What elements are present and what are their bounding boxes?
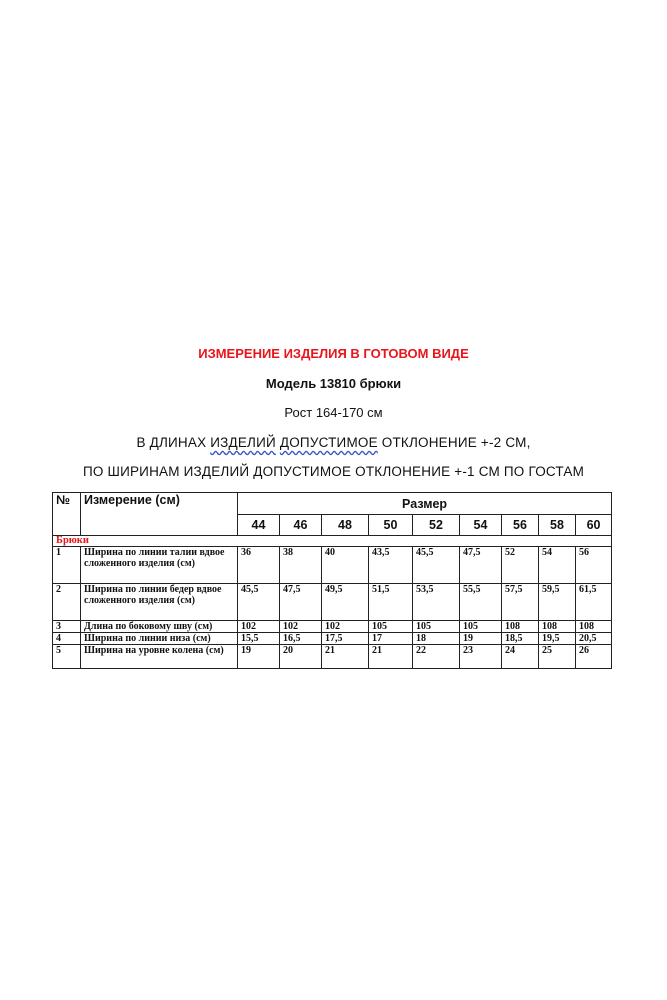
value-cell: 102 (238, 621, 280, 633)
value-cell: 47,5 (280, 584, 322, 621)
row-measure-name: Длина по боковому шву (см) (81, 621, 238, 633)
value-cell: 20 (280, 645, 322, 669)
value-cell: 45,5 (238, 584, 280, 621)
row-number: 1 (53, 547, 81, 584)
value-cell: 36 (238, 547, 280, 584)
value-cell: 18,5 (502, 633, 539, 645)
table-header-row (53, 493, 612, 515)
tolerance-length-note (0, 435, 667, 450)
value-cell: 108 (539, 621, 576, 633)
value-cell: 40 (322, 547, 369, 584)
col-measure-header: Измерение (см) (81, 493, 238, 536)
value-cell: 18 (413, 633, 460, 645)
value-cell: 20,5 (576, 633, 612, 645)
section-label: Брюки (53, 536, 612, 547)
value-cell: 24 (502, 645, 539, 669)
table-row (53, 633, 612, 645)
table-row (53, 584, 612, 621)
size-cell: 52 (413, 515, 460, 536)
row-measure-name: Ширина по линии бедер вдвое сложенного изделия (см) (81, 584, 238, 621)
size-cell: 56 (502, 515, 539, 536)
model-name: Модель 13810 брюки (265, 376, 402, 391)
size-cell: 50 (369, 515, 413, 536)
value-cell: 15,5 (238, 633, 280, 645)
size-cell: 58 (539, 515, 576, 536)
value-cell: 53,5 (413, 584, 460, 621)
value-cell: 45,5 (413, 547, 460, 584)
table-row (53, 547, 612, 584)
size-chart-table (52, 492, 612, 669)
col-no-header: № (53, 493, 81, 536)
section-row (53, 536, 612, 547)
tolerance-prefix: В ДЛИНАХ (136, 435, 211, 450)
value-cell: 105 (460, 621, 502, 633)
value-cell: 105 (369, 621, 413, 633)
value-cell: 19 (238, 645, 280, 669)
row-number: 2 (53, 584, 81, 621)
col-size-header: Размер (238, 493, 612, 515)
tolerance-word-dopustimoe: ДОПУСТИМОЕ (279, 435, 378, 450)
value-cell: 57,5 (502, 584, 539, 621)
value-cell: 52 (502, 547, 539, 584)
value-cell: 47,5 (460, 547, 502, 584)
value-cell: 108 (502, 621, 539, 633)
value-cell: 21 (322, 645, 369, 669)
value-cell: 43,5 (369, 547, 413, 584)
value-cell: 38 (280, 547, 322, 584)
value-cell: 105 (413, 621, 460, 633)
value-cell: 102 (322, 621, 369, 633)
size-cell: 60 (576, 515, 612, 536)
tolerance-word-izdeliy: ИЗДЕЛИЙ (210, 435, 276, 450)
value-cell: 55,5 (460, 584, 502, 621)
tolerance-suffix: ОТКЛОНЕНИЕ +-2 СМ, (377, 435, 531, 450)
size-cell: 54 (460, 515, 502, 536)
value-cell: 49,5 (322, 584, 369, 621)
value-cell: 108 (576, 621, 612, 633)
row-number: 5 (53, 645, 81, 669)
row-measure-name: Ширина на уровне колена (см) (81, 645, 238, 669)
value-cell: 19 (460, 633, 502, 645)
value-cell: 22 (413, 645, 460, 669)
value-cell: 26 (576, 645, 612, 669)
table-row (53, 645, 612, 669)
value-cell: 21 (369, 645, 413, 669)
value-cell: 19,5 (539, 633, 576, 645)
value-cell: 17,5 (322, 633, 369, 645)
value-cell: 51,5 (369, 584, 413, 621)
value-cell: 102 (280, 621, 322, 633)
value-cell: 25 (539, 645, 576, 669)
row-number: 3 (53, 621, 81, 633)
value-cell: 17 (369, 633, 413, 645)
value-cell: 59,5 (539, 584, 576, 621)
row-measure-name: Ширина по линии талии вдвое сложенного изделия (см) (81, 547, 238, 584)
size-cell: 48 (322, 515, 369, 536)
height-range: Рост 164-170 см (284, 405, 383, 420)
size-cell: 44 (238, 515, 280, 536)
tolerance-width-note: ПО ШИРИНАМ ИЗДЕЛИЙ ДОПУСТИМОЕ ОТКЛОНЕНИЕ +-1 СМ ПО ГОСТАМ (82, 464, 585, 479)
row-measure-name: Ширина по линии низа (см) (81, 633, 238, 645)
value-cell: 54 (539, 547, 576, 584)
size-cell: 46 (280, 515, 322, 536)
row-number: 4 (53, 633, 81, 645)
value-cell: 56 (576, 547, 612, 584)
value-cell: 23 (460, 645, 502, 669)
value-cell: 16,5 (280, 633, 322, 645)
value-cell: 61,5 (576, 584, 612, 621)
document-title: ИЗМЕРЕНИЕ ИЗДЕЛИЯ В ГОТОВОМ ВИДЕ (198, 346, 469, 361)
table-row (53, 621, 612, 633)
